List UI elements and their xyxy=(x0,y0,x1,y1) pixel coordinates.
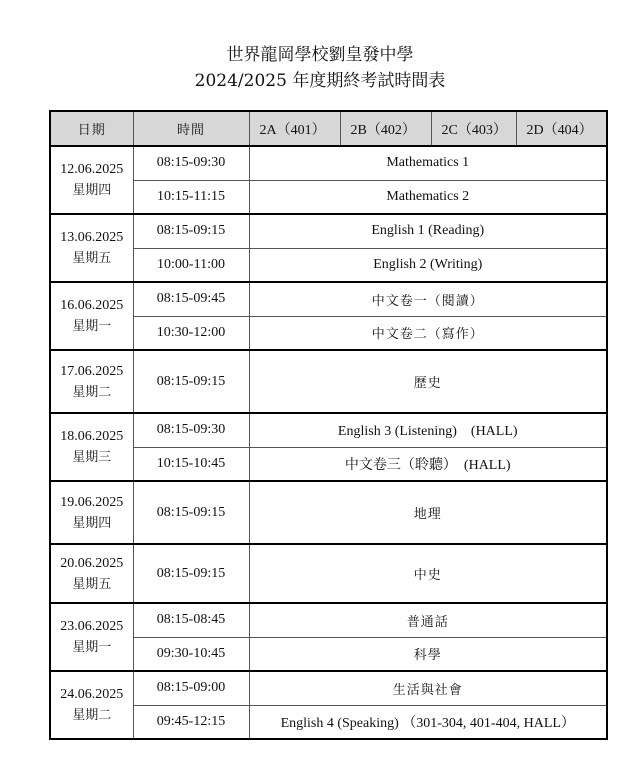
subject-cell: 歷史 xyxy=(249,350,607,413)
time-cell: 08:15-09:30 xyxy=(133,146,249,180)
column-header-date: 日期 xyxy=(50,111,133,146)
school-name: 世界龍岡學校劉皇發中學 xyxy=(226,45,414,65)
time-cell: 10:15-11:15 xyxy=(133,180,249,214)
table-row xyxy=(50,413,607,447)
table-row xyxy=(50,637,607,671)
time-cell: 10:00-11:00 xyxy=(133,248,249,282)
subject-cell: 中文卷一（閱讀） xyxy=(249,282,607,316)
subject-cell: 中文卷三（聆聽） (HALL) xyxy=(249,447,607,481)
weekday-text: 星期二 xyxy=(72,708,112,723)
column-header-time: 時間 xyxy=(133,111,249,146)
date-cell xyxy=(50,544,133,603)
time-cell: 08:15-09:15 xyxy=(133,350,249,413)
table-row xyxy=(50,316,607,350)
weekday-text: 星期五 xyxy=(72,251,112,266)
subject-cell: 普通話 xyxy=(249,603,607,637)
date-cell xyxy=(50,146,133,214)
subject-cell: English 4 (Speaking) （301-304, 401-404, HALL） xyxy=(249,705,607,739)
time-cell: 09:30-10:45 xyxy=(133,637,249,671)
date-text: 16.06.2025 xyxy=(60,298,124,313)
subject-cell: English 2 (Writing) xyxy=(249,248,607,282)
table-row xyxy=(50,603,607,637)
table-row xyxy=(50,671,607,705)
date-cell xyxy=(50,481,133,544)
date-text: 24.06.2025 xyxy=(60,687,124,702)
time-cell: 08:15-09:30 xyxy=(133,413,249,447)
time-cell: 08:15-09:15 xyxy=(133,544,249,603)
subject-cell: 地理 xyxy=(249,481,607,544)
time-cell: 08:15-09:45 xyxy=(133,282,249,316)
table-row xyxy=(50,544,607,603)
subject-cell: English 1 (Reading) xyxy=(249,214,607,248)
weekday-text: 星期二 xyxy=(72,384,112,400)
subject-cell: Mathematics 2 xyxy=(249,180,607,214)
table-row xyxy=(50,180,607,214)
date-cell xyxy=(50,214,133,282)
column-header-class-2d: 2D（404） xyxy=(516,111,607,146)
weekday-text: 星期四 xyxy=(72,183,112,198)
time-cell: 08:15-09:15 xyxy=(133,481,249,544)
table-row xyxy=(50,248,607,282)
date-text: 19.06.2025 xyxy=(60,494,124,510)
table-row xyxy=(50,214,607,248)
date-text: 13.06.2025 xyxy=(60,230,124,245)
date-cell xyxy=(50,603,133,671)
time-cell: 08:15-09:15 xyxy=(133,214,249,248)
column-header-class-2a: 2A（401） xyxy=(249,111,340,146)
timetable-body xyxy=(50,146,607,739)
header-row xyxy=(50,111,607,146)
table-row xyxy=(50,350,607,413)
date-cell xyxy=(50,671,133,739)
subject-cell: 中史 xyxy=(249,544,607,603)
column-header-class-2c: 2C（403） xyxy=(431,111,516,146)
time-cell: 08:15-08:45 xyxy=(133,603,249,637)
table-row xyxy=(50,146,607,180)
weekday-text: 星期五 xyxy=(72,576,112,592)
subject-cell: 中文卷二（寫作） xyxy=(249,316,607,350)
date-text: 18.06.2025 xyxy=(60,429,124,444)
weekday-text: 星期一 xyxy=(72,319,112,334)
time-cell: 10:15-10:45 xyxy=(133,447,249,481)
table-row xyxy=(50,481,607,544)
subject-cell: 科學 xyxy=(249,637,607,671)
weekday-text: 星期三 xyxy=(72,450,112,465)
date-cell xyxy=(50,282,133,350)
date-cell xyxy=(50,350,133,413)
subject-cell: Mathematics 1 xyxy=(249,146,607,180)
date-text: 23.06.2025 xyxy=(60,619,124,634)
table-row xyxy=(50,705,607,739)
date-text: 20.06.2025 xyxy=(60,555,124,571)
subject-cell: English 3 (Listening) (HALL) xyxy=(249,413,607,447)
date-cell xyxy=(50,413,133,481)
weekday-text: 星期一 xyxy=(72,640,112,655)
table-row xyxy=(50,282,607,316)
weekday-text: 星期四 xyxy=(72,515,112,531)
table-row xyxy=(50,447,607,481)
subject-cell: 生活與社會 xyxy=(249,671,607,705)
exam-timetable xyxy=(49,110,608,740)
time-cell: 09:45-12:15 xyxy=(133,705,249,739)
time-cell: 10:30-12:00 xyxy=(133,316,249,350)
column-header-class-2b: 2B（402） xyxy=(340,111,431,146)
date-text: 12.06.2025 xyxy=(60,162,124,177)
timetable-title: 2024/2025 年度期終考試時間表 xyxy=(194,71,446,91)
time-cell: 08:15-09:00 xyxy=(133,671,249,705)
date-text: 17.06.2025 xyxy=(60,363,124,379)
